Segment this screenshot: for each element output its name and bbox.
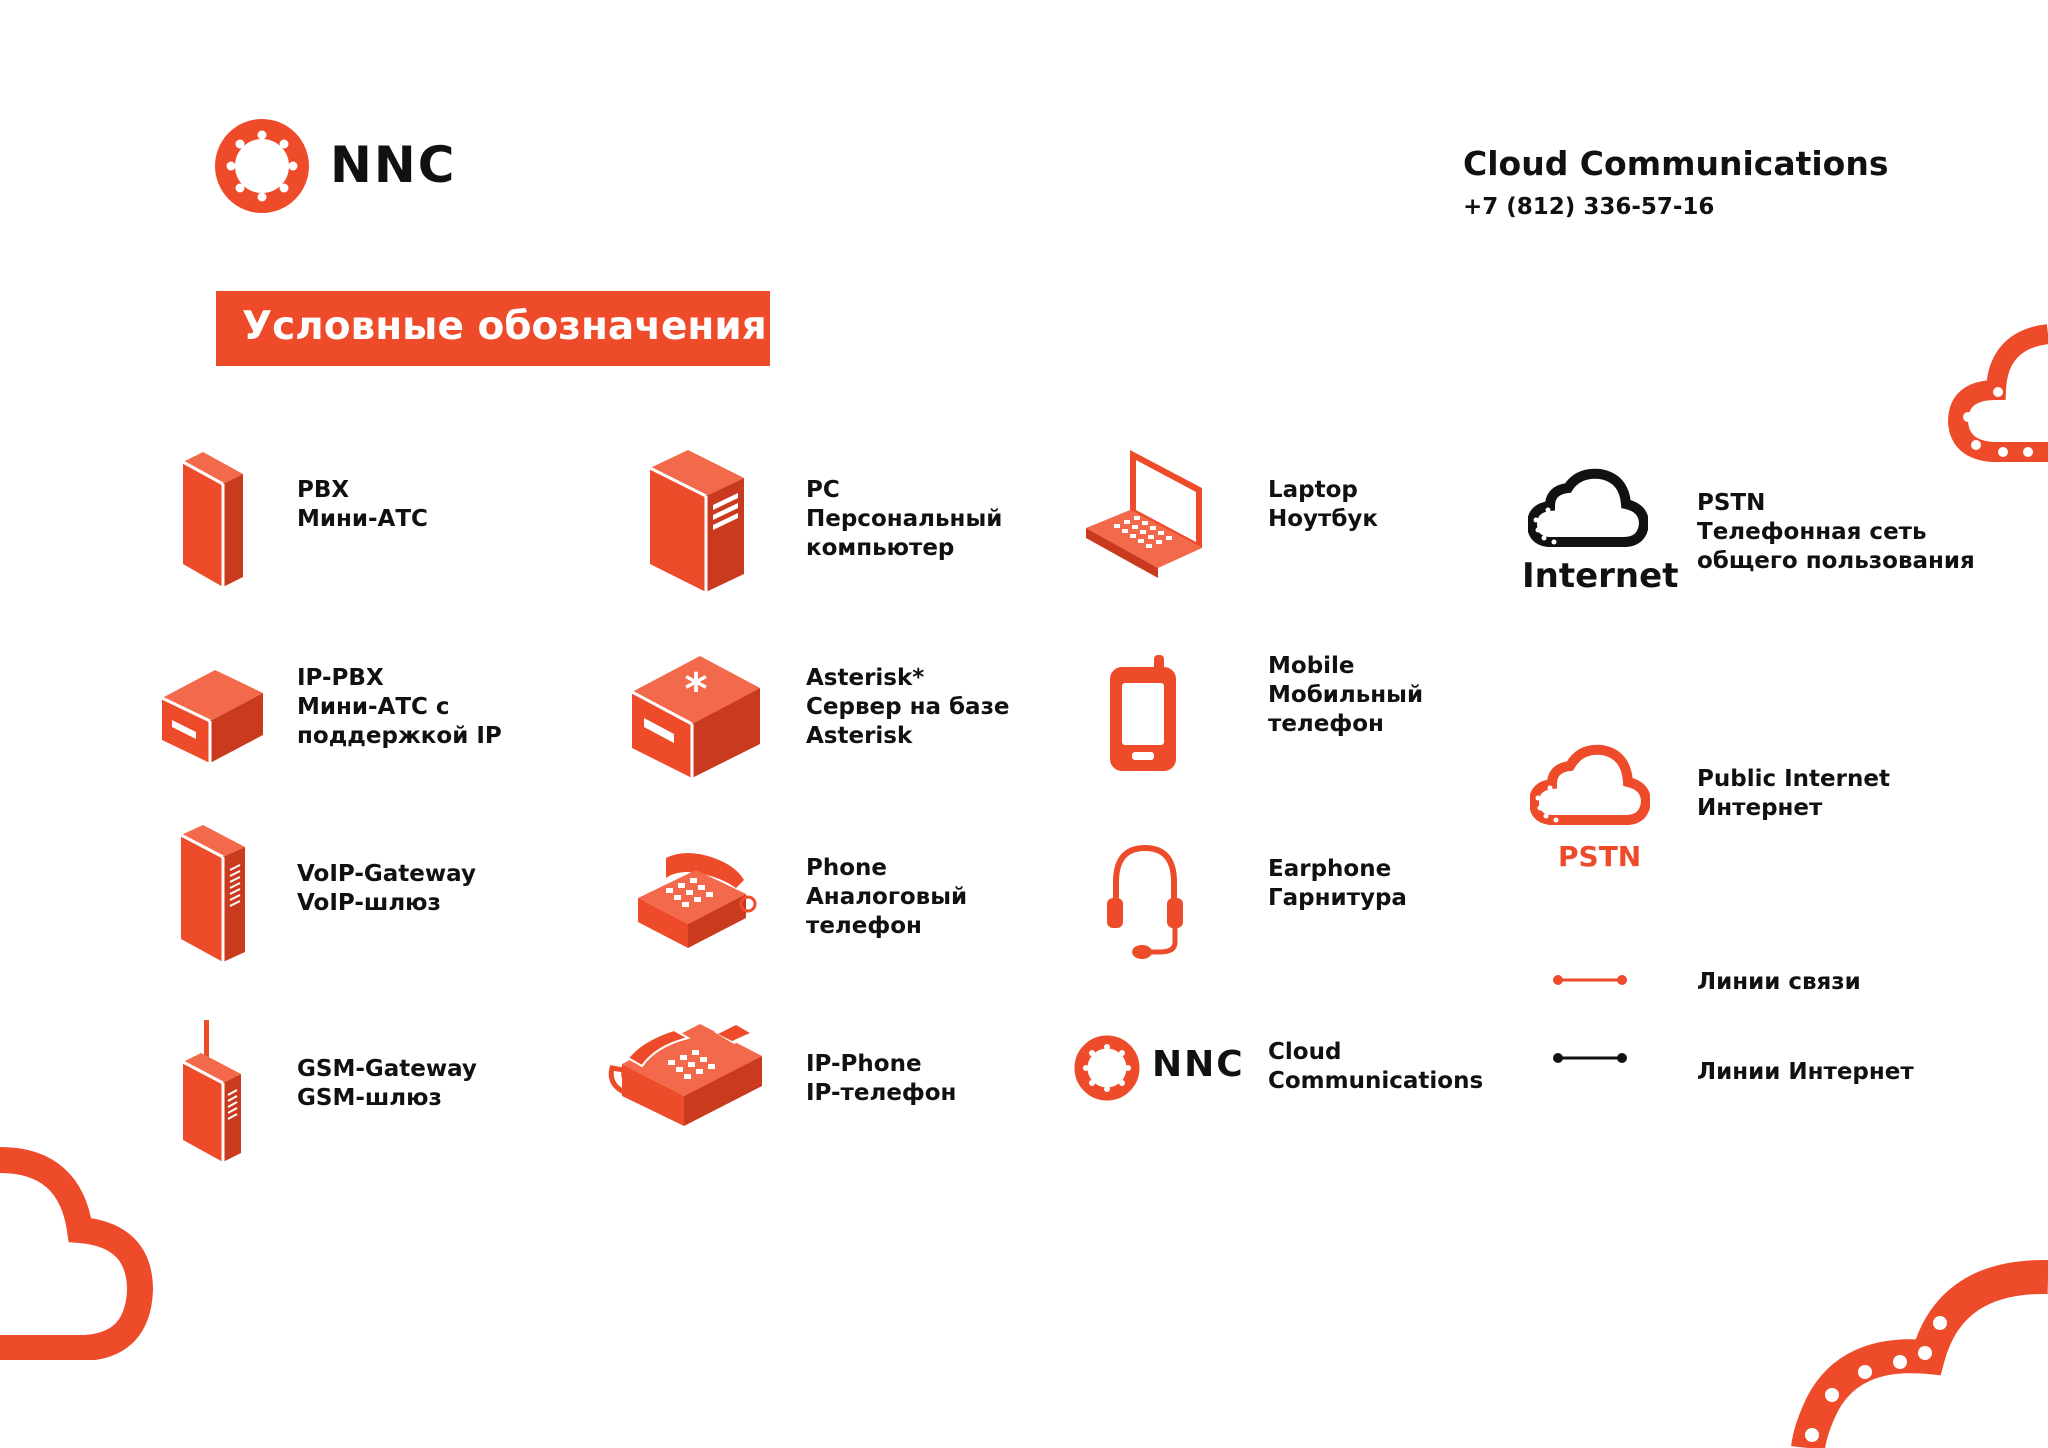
- nnc-logo-caption: NNC: [1152, 1044, 1245, 1085]
- label-line: Мобильный: [1268, 682, 1424, 708]
- internet-cloud-caption: Internet: [1522, 556, 1679, 596]
- label-line: Линии связи: [1697, 969, 1861, 995]
- label-line: Public Internet: [1697, 766, 1890, 792]
- pc-icon: [648, 450, 746, 592]
- svg-text:*: *: [684, 664, 708, 715]
- brand-name: NNC: [330, 136, 457, 194]
- communication-line-icon: [1552, 972, 1628, 988]
- ip-phone-label: [806, 1050, 956, 1108]
- label-line: Гарнитура: [1268, 885, 1407, 911]
- internet-lines-label: [1697, 1058, 1914, 1087]
- asterisk-server-icon: [630, 652, 762, 778]
- headset-icon: [1104, 842, 1186, 962]
- ip-pbx-label: [297, 664, 502, 751]
- label-line: Линии Интернет: [1697, 1059, 1914, 1085]
- nnc-logo-icon: [1074, 1035, 1140, 1101]
- label-line: Communications: [1268, 1068, 1484, 1094]
- earphone-label: [1268, 855, 1407, 913]
- pc-label: [806, 476, 1002, 563]
- voip-gateway-icon: [178, 825, 248, 962]
- laptop-label: [1268, 476, 1378, 534]
- phone-label: [806, 854, 967, 941]
- label-line: телефон: [1268, 711, 1384, 737]
- gsm-gateway-icon: [180, 1020, 244, 1162]
- label-line: IP-телефон: [806, 1080, 957, 1106]
- label-line: VoIP-шлюз: [297, 890, 441, 916]
- pstn-cloud-caption: PSTN: [1558, 840, 1642, 873]
- label-line: компьютер: [806, 535, 955, 561]
- ip-phone-icon: [608, 1010, 764, 1126]
- pbx-label: [297, 476, 428, 534]
- label-line: Аналоговый: [806, 884, 968, 910]
- public-internet-label: [1697, 765, 1890, 823]
- analog-phone-icon: [636, 850, 758, 948]
- internet-line-icon: [1552, 1050, 1628, 1066]
- label-line: Ноутбук: [1268, 506, 1379, 532]
- label-line: IP-PBX: [297, 665, 384, 691]
- company-tagline: Cloud Communications: [1463, 144, 1889, 183]
- label-line: Mobile: [1268, 653, 1355, 679]
- asterisk-label: [806, 664, 1010, 751]
- decorative-cloud-icon: [1948, 312, 2048, 462]
- label-line: Интернет: [1697, 795, 1823, 821]
- ip-pbx-icon: [160, 665, 265, 763]
- gsm-gateway-label: [297, 1055, 477, 1113]
- label-line: GSM-Gateway: [297, 1056, 477, 1082]
- cloud-communications-label: [1268, 1038, 1483, 1096]
- decorative-cloud-icon: [1760, 1245, 2048, 1448]
- phone-number: +7 (812) 336-57-16: [1463, 194, 1715, 220]
- label-line: Мини-АТС с: [297, 694, 450, 720]
- label-line: VoIP-Gateway: [297, 861, 476, 887]
- label-line: GSM-шлюз: [297, 1085, 442, 1111]
- voip-gateway-label: [297, 860, 476, 918]
- label-line: Asterisk: [806, 723, 913, 749]
- label-line: PSTN: [1697, 490, 1766, 516]
- mobile-phone-icon: [1108, 655, 1180, 773]
- label-line: Phone: [806, 855, 888, 881]
- label-line: Cloud: [1268, 1039, 1342, 1065]
- mobile-label: [1268, 652, 1423, 739]
- label-line: общего пользования: [1697, 548, 1975, 574]
- legend-title: Условные обозначения:: [216, 291, 770, 366]
- label-line: Персональный: [806, 506, 1003, 532]
- label-line: Asterisk*: [806, 665, 925, 691]
- decorative-cloud-icon: [0, 1140, 160, 1360]
- label-line: PC: [806, 477, 840, 503]
- label-line: Сервер на базе: [806, 694, 1010, 720]
- label-line: телефон: [806, 913, 922, 939]
- label-line: Laptop: [1268, 477, 1358, 503]
- label-line: PBX: [297, 477, 350, 503]
- nnc-logo-icon: [214, 118, 310, 214]
- label-line: поддержкой IP: [297, 723, 502, 749]
- laptop-icon: [1084, 450, 1204, 584]
- label-line: IP-Phone: [806, 1051, 922, 1077]
- label-line: Earphone: [1268, 856, 1392, 882]
- communication-lines-label: [1697, 968, 1861, 997]
- label-line: Телефонная сеть: [1697, 519, 1927, 545]
- internet-cloud-icon: [1528, 468, 1648, 550]
- pbx-icon: [178, 452, 248, 587]
- pstn-label: [1697, 489, 1975, 576]
- pstn-cloud-icon: [1530, 742, 1650, 828]
- label-line: Мини-АТС: [297, 506, 428, 532]
